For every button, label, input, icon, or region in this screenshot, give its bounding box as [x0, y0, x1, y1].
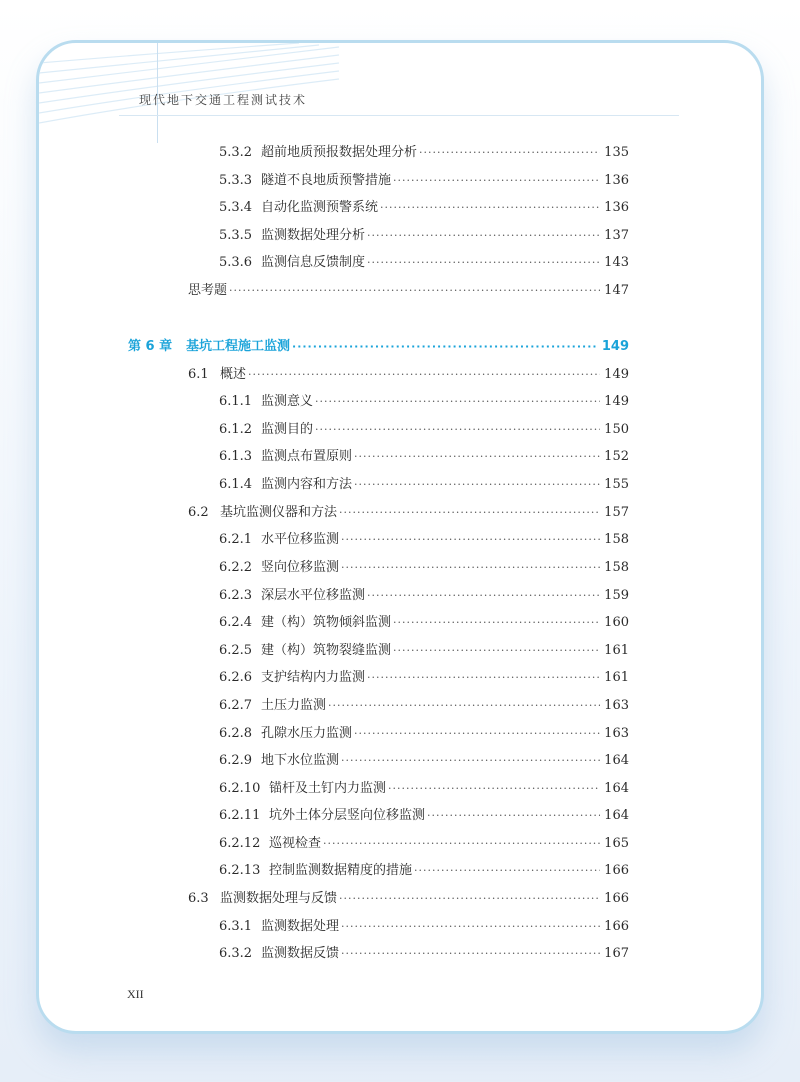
toc-leader-dots: [393, 174, 600, 187]
toc-row[interactable]: [219, 694, 629, 714]
toc-leader-dots: [419, 146, 600, 159]
page-folio: XII: [127, 987, 144, 1001]
toc-page-number: 163: [604, 726, 629, 741]
toc-title: 控制监测数据精度的措施: [269, 863, 413, 878]
toc-row[interactable]: [188, 363, 629, 383]
toc-page-number: 135: [604, 145, 629, 160]
toc-page-number: 164: [604, 781, 629, 796]
toc-row[interactable]: [219, 528, 629, 548]
toc-number: 6.2.3: [219, 588, 253, 603]
toc-page-number: 166: [604, 891, 629, 906]
toc-number: 6.2.4: [219, 615, 253, 630]
toc-number: 6.2.13: [219, 863, 261, 878]
toc-row[interactable]: [219, 832, 629, 852]
toc-leader-dots: [393, 644, 600, 657]
toc-row[interactable]: [219, 859, 629, 879]
toc-number: 6.2.7: [219, 698, 253, 713]
toc-leader-dots: [354, 478, 600, 491]
toc-leader-dots: [328, 699, 600, 712]
toc-title: 监测点布置原则: [261, 449, 353, 464]
toc-page-number: 137: [604, 228, 629, 243]
toc-leader-dots: [229, 284, 600, 297]
toc-row[interactable]: [219, 611, 629, 631]
toc-number: 6.2.2: [219, 560, 253, 575]
toc-leader-dots: [380, 201, 600, 214]
toc-row[interactable]: [219, 224, 629, 244]
toc-leader-dots: [323, 837, 600, 850]
toc-title: 孔隙水压力监测: [261, 726, 353, 741]
toc-page-number: 164: [604, 808, 629, 823]
toc-row[interactable]: [219, 942, 629, 962]
toc-row[interactable]: [219, 390, 629, 410]
toc-page-number: 166: [604, 863, 629, 878]
toc-page-number: 159: [604, 588, 629, 603]
toc-row[interactable]: [219, 196, 629, 216]
toc-leader-dots: [388, 782, 600, 795]
toc-page-number: 152: [604, 449, 629, 464]
running-head-title: 现代地下交通工程测试技术: [139, 93, 308, 107]
toc-title: 监测信息反馈制度: [261, 255, 366, 270]
toc-row[interactable]: [219, 169, 629, 189]
toc-number: 6.1.4: [219, 477, 253, 492]
toc-number: 6.2.10: [219, 781, 261, 796]
toc-leader-dots: [367, 589, 600, 602]
toc-page-number: 165: [604, 836, 629, 851]
toc-title: 监测意义: [261, 394, 314, 409]
toc-title: 地下水位监测: [261, 753, 340, 768]
toc-page-number: 167: [604, 946, 629, 961]
toc-number: 6.2.6: [219, 670, 253, 685]
toc-title: 监测数据处理分析: [261, 228, 366, 243]
toc-page-number: 157: [604, 505, 629, 520]
toc-page-number: 136: [604, 173, 629, 188]
toc-title: 巡视检查: [269, 836, 322, 851]
toc-leader-dots: [367, 671, 600, 684]
toc-leader-dots: [367, 256, 600, 269]
toc-title: 建（构）筑物倾斜监测: [261, 615, 392, 630]
toc-leader-dots: [341, 561, 600, 574]
toc-row[interactable]: [219, 141, 629, 161]
toc-row[interactable]: [219, 251, 629, 271]
toc-page-number: 166: [604, 919, 629, 934]
toc-number: 第 6 章: [128, 339, 173, 354]
header-rule: [119, 115, 679, 116]
toc-title: 监测数据反馈: [261, 946, 340, 961]
toc-number: 6.2.5: [219, 643, 253, 658]
toc-number: 5.3.2: [219, 145, 253, 160]
toc-leader-dots: [354, 450, 600, 463]
toc-title: 竖向位移监测: [261, 560, 340, 575]
toc-title: 思考题: [188, 283, 228, 298]
toc-page-number: 150: [604, 422, 629, 437]
toc-title: 隧道不良地质预警措施: [261, 173, 392, 188]
toc-leader-dots: [315, 423, 600, 436]
toc-title: 水平位移监测: [261, 532, 340, 547]
toc-number: 6.3.1: [219, 919, 253, 934]
toc-leader-dots: [339, 506, 600, 519]
toc-number: 6.2.12: [219, 836, 261, 851]
toc-number: 6.1.2: [219, 422, 253, 437]
toc-leader-dots: [292, 340, 598, 353]
toc-leader-dots: [248, 368, 600, 381]
toc-title: 超前地质预报数据处理分析: [261, 145, 418, 160]
toc-row[interactable]: [219, 445, 629, 465]
toc-row[interactable]: [219, 804, 629, 824]
toc-leader-dots: [393, 616, 600, 629]
toc-number: 6.3: [188, 891, 209, 906]
toc-chapter-row[interactable]: [128, 335, 629, 355]
toc-page-number: 161: [604, 643, 629, 658]
toc-title: 概述: [220, 367, 247, 382]
toc-row[interactable]: [188, 887, 629, 907]
toc-number: 6.1.3: [219, 449, 253, 464]
toc-row[interactable]: [219, 777, 629, 797]
toc-leader-dots: [367, 229, 600, 242]
toc-page-number: 160: [604, 615, 629, 630]
toc-leader-dots: [341, 533, 600, 546]
toc-row[interactable]: [219, 584, 629, 604]
toc-row[interactable]: [219, 639, 629, 659]
toc-title: 监测数据处理: [261, 919, 340, 934]
toc-page-number: 149: [601, 339, 629, 354]
toc-row[interactable]: [188, 279, 629, 299]
toc-leader-dots: [341, 754, 600, 767]
toc-title: 支护结构内力监测: [261, 670, 366, 685]
toc-page-number: 158: [604, 560, 629, 575]
toc-row[interactable]: [219, 915, 629, 935]
toc-title: 基坑工程施工监测: [186, 339, 291, 354]
toc-number: 6.2: [188, 505, 209, 520]
toc-title: 监测目的: [261, 422, 314, 437]
toc-title: 自动化监测预警系统: [261, 200, 379, 215]
toc-number: 6.2.8: [219, 726, 253, 741]
toc-title: 基坑监测仪器和方法: [220, 505, 338, 520]
toc-page-number: 158: [604, 532, 629, 547]
toc-leader-dots: [339, 892, 600, 905]
toc-leader-dots: [315, 395, 600, 408]
toc-title: 深层水平位移监测: [261, 588, 366, 603]
toc-row[interactable]: [219, 556, 629, 576]
toc-number: 5.3.3: [219, 173, 253, 188]
toc-page-number: 161: [604, 670, 629, 685]
toc-row[interactable]: [219, 473, 629, 493]
toc-page-number: 155: [604, 477, 629, 492]
toc-row[interactable]: [219, 749, 629, 769]
toc-number: 6.1.1: [219, 394, 253, 409]
toc-title: 监测数据处理与反馈: [220, 891, 338, 906]
toc-row[interactable]: [219, 722, 629, 742]
toc-title: 土压力监测: [261, 698, 327, 713]
toc-number: 5.3.6: [219, 255, 253, 270]
toc-title: 坑外土体分层竖向位移监测: [269, 808, 426, 823]
toc-row[interactable]: [219, 666, 629, 686]
toc-row[interactable]: [219, 418, 629, 438]
toc-leader-dots: [427, 809, 600, 822]
toc-page-number: 147: [604, 283, 629, 298]
page-card: [36, 40, 764, 1034]
toc-number: 6.2.11: [219, 808, 261, 823]
toc-leader-dots: [341, 947, 600, 960]
toc-title: 建（构）筑物裂缝监测: [261, 643, 392, 658]
toc-row[interactable]: [188, 501, 629, 521]
toc-number: 6.1: [188, 367, 209, 382]
toc-leader-dots: [414, 864, 600, 877]
toc-page-number: 164: [604, 753, 629, 768]
toc-number: 5.3.4: [219, 200, 253, 215]
toc-page-number: 163: [604, 698, 629, 713]
toc-page-number: 143: [604, 255, 629, 270]
toc-number: 6.2.1: [219, 532, 253, 547]
toc-title: 监测内容和方法: [261, 477, 353, 492]
toc-title: 锚杆及土钉内力监测: [269, 781, 387, 796]
toc-leader-dots: [341, 920, 600, 933]
toc-page-number: 149: [604, 367, 629, 382]
toc-page-number: 136: [604, 200, 629, 215]
toc-number: 6.2.9: [219, 753, 253, 768]
toc-number: 5.3.5: [219, 228, 253, 243]
toc-number: 6.3.2: [219, 946, 253, 961]
toc-page-number: 149: [604, 394, 629, 409]
toc-leader-dots: [354, 727, 600, 740]
